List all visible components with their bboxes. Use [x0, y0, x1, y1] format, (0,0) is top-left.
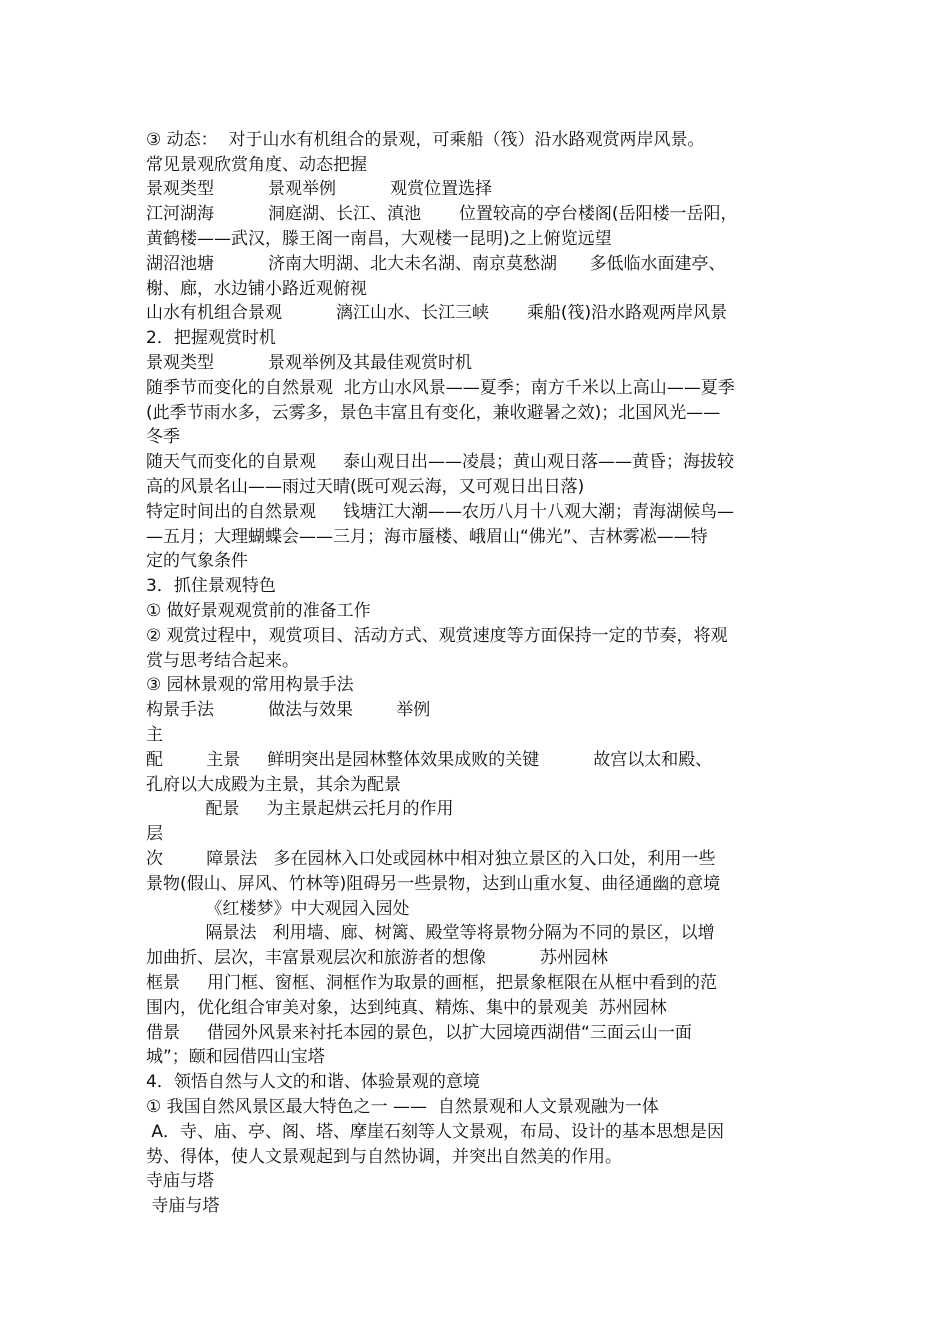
text-line: 景观类型 景观举例 观赏位置选择 [146, 179, 493, 199]
text-line: 江河湖海 洞庭湖、长江、滇池 位置较高的亭台楼阁(岳阳楼一岳阳， [146, 204, 738, 224]
text-line: 势、得体，使人文景观起到与自然协调，并突出自然美的作用。 [146, 1147, 622, 1167]
text-line: 寺庙与塔 [146, 1171, 214, 1191]
text-line: 定的气象条件 [146, 551, 248, 571]
text-line: ③ 动态： 对于山水有机组合的景观，可乘船（筏）沿水路观赏两岸风景。 [146, 130, 705, 150]
text-line: 高的风景名山——雨过天晴(既可观云海，又可观日出日落) [146, 477, 585, 497]
text-line: 《红楼梦》中大观园入园处 [146, 899, 410, 919]
text-line: 寺庙与塔 [146, 1196, 220, 1216]
text-line: 配景 为主景起烘云托月的作用 [146, 799, 454, 819]
text-line: 隔景法 利用墙、廊、树篱、殿堂等将景物分隔为不同的景区，以增 [146, 923, 715, 943]
text-line: 框景 用门框、窗框、洞框作为取景的画框，把景象框限在从框中看到的范 [146, 973, 718, 993]
text-line: 山水有机组合景观 漓江山水、长江三峡 乘船(筏)沿水路观两岸风景 [146, 303, 728, 323]
text-line: 围内，优化组合审美对象，达到纯真、精炼、集中的景观美 苏州园林 [146, 998, 667, 1018]
text-line: 赏与思考结合起来。 [146, 651, 299, 671]
text-line: 加曲折、层次，丰富景观层次和旅游者的想像 苏州园林 [146, 948, 609, 968]
text-line: 次 障景法 多在园林入口处或园林中相对独立景区的入口处，利用一些 [146, 849, 716, 869]
text-line: 湖沼池塘 济南大明湖、北大未名湖、南京莫愁湖 多低临水面建亭、 [146, 254, 726, 274]
section-heading: 3．抓住景观特色 [146, 576, 276, 596]
text-line: 构景手法 做法与效果 举例 [146, 700, 431, 720]
text-line: 随天气而变化的自景观 泰山观日出——凌晨；黄山观日落——黄昏；海拔较 [146, 452, 735, 472]
text-line: 城”；颐和园借四山宝塔 [146, 1047, 325, 1067]
text-line: ② 观赏过程中，观赏项目、活动方式、观赏速度等方面保持一定的节奏，将观 [146, 626, 728, 646]
text-line: 黄鹤楼——武汉，滕王阁一南昌，大观楼一昆明)之上俯览远望 [146, 229, 612, 249]
text-line: ① 我国自然风景区最大特色之一 —— 自然景观和人文景观融为一体 [146, 1097, 659, 1117]
text-line: 特定时间出的自然景观 钱塘江大潮——农历八月十八观大潮；青海湖候鸟— [146, 502, 735, 522]
text-line: 冬季 [146, 427, 180, 447]
text-line: 景物(假山、屏风、竹林等)阻碍另一些景物，达到山重水复、曲径通幽的意境 [146, 874, 721, 894]
text-line: 榭、廊，水边铺小路近观俯视 [146, 279, 367, 299]
text-line: 孔府以大成殿为主景，其余为配景 [146, 775, 401, 795]
text-line: 层 [146, 824, 163, 844]
section-heading: 2．把握观赏时机 [146, 328, 276, 348]
text-line: ③ 园林景观的常用构景手法 [146, 675, 354, 695]
text-line: A．寺、庙、亭、阁、塔、摩崖石刻等人文景观，布局、设计的基本思想是因 [146, 1122, 725, 1142]
text-line: —五月；大理蝴蝶会——三月；海市蜃楼、峨眉山“佛光”、吉林雾凇——特 [146, 527, 708, 547]
text-line: 主 [146, 725, 163, 745]
text-line: 借景 借园外风景来衬托本园的景色，以扩大园境西湖借“三面云山一面 [146, 1023, 692, 1043]
section-heading: 4．领悟自然与人文的和谐、体验景观的意境 [146, 1072, 480, 1092]
text-line: (此季节雨水多，云雾多，景色丰富且有变化，兼收避暑之效)；北国风光—— [146, 403, 721, 423]
text-line: 随季节而变化的自然景观 北方山水风景——夏季；南方千米以上高山——夏季 [146, 378, 735, 398]
text-line: 配 主景 鲜明突出是园林整体效果成败的关键 故宫以太和殿、 [146, 750, 713, 770]
text-line: 景观类型 景观举例及其最佳观赏时机 [146, 353, 473, 373]
text-line: 常见景观欣赏角度、动态把握 [146, 155, 367, 175]
text-line: ① 做好景观观赏前的准备工作 [146, 601, 371, 621]
